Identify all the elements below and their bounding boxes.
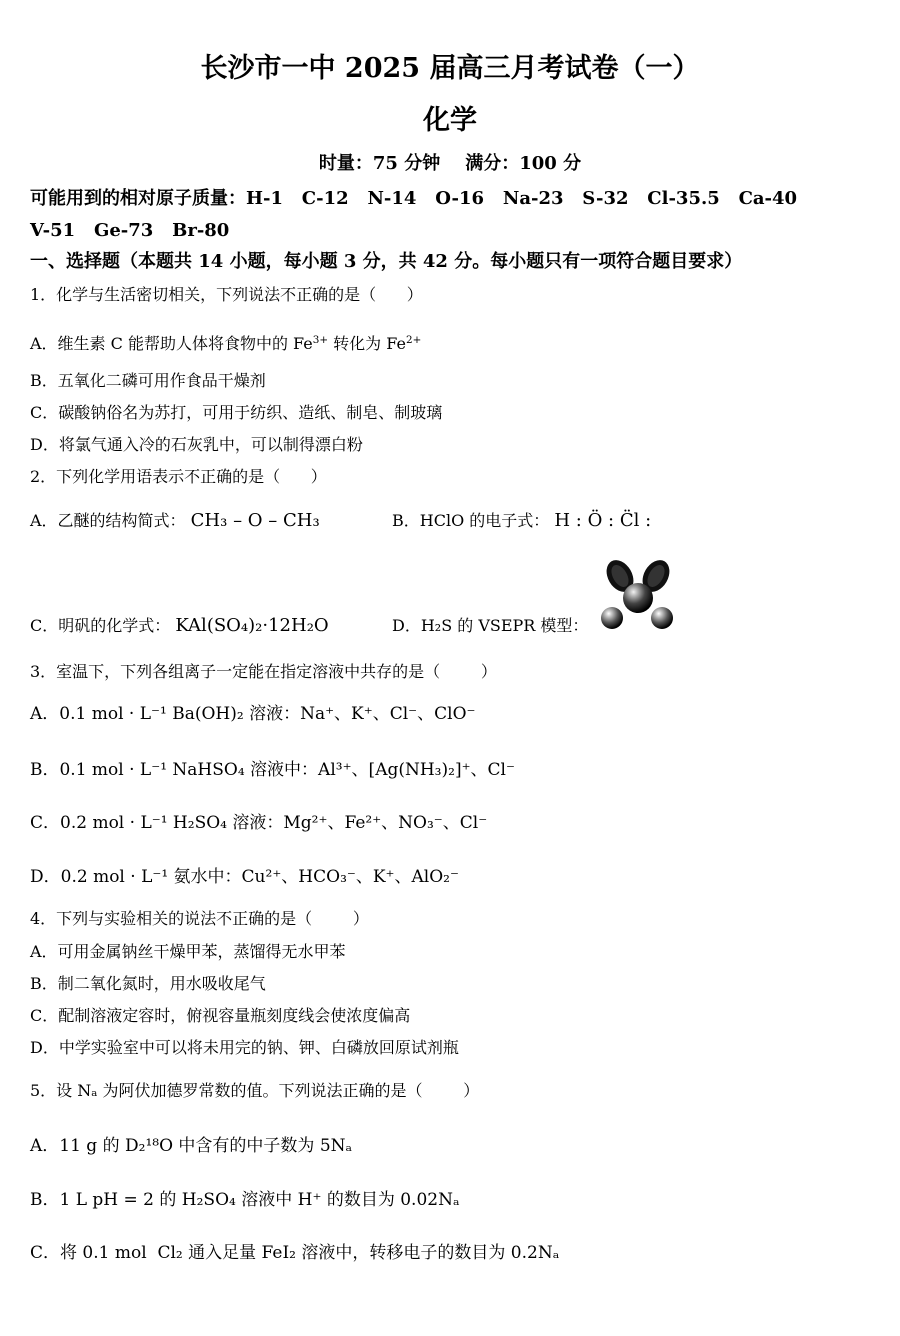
q2-option-a [30,511,320,531]
q1-a-charge1: 3+ [312,334,329,346]
q1-a-mid: 转化为 Fe [328,334,406,354]
q3-stem: 3．室温下，下列各组离子一定能在指定溶液中共存的是（ ） [30,662,497,681]
q2-option-b [392,511,651,531]
q1-a-charge2: 2+ [405,334,422,346]
q1-option-b: B．五氧化二磷可用作食品干燥剂 [30,371,266,390]
atomic-masses-line2: V-51 Ge-73 Br-80 [30,220,230,241]
q2-c-formula: KAl(SO₄)₂·12H₂O [175,615,329,636]
q4-option-d: D．中学实验室中可以将未用完的钠、钾、白磷放回原试剂瓶 [30,1038,459,1057]
q3-option-c: C．0.2 mol · L⁻¹ H₂SO₄ 溶液：Mg²⁺、Fe²⁺、NO₃⁻、Cl⁻ [30,813,488,833]
q1-stem: 1．化学与生活密切相关，下列说法不正确的是（ ） [30,285,423,304]
q2-option-d: D．H₂S 的 VSEPR 模型： [392,616,589,635]
q4-option-b: B．制二氧化氮时，用水吸收尾气 [30,974,266,993]
q1-option-d: D．将氯气通入冷的石灰乳中，可以制得漂白粉 [30,435,363,454]
q2-a-formula: CH₃ – O – CH₃ [190,510,320,531]
q2-stem: 2．下列化学用语表示不正确的是（ ） [30,467,327,486]
q1-option-c: C．碳酸钠俗名为苏打，可用于纺织、造纸、制皂、制玻璃 [30,403,443,422]
q2-option-c [30,616,329,636]
q3-option-b: B．0.1 mol · L⁻¹ NaHSO₄ 溶液中：Al³⁺、[Ag(NH₃)₂]⁺、Cl⁻ [30,760,515,780]
q5-option-a: A．11 g 的 D₂¹⁸O 中含有的中子数为 5Nₐ [30,1136,353,1156]
exam-title: 长沙市一中 2025 届高三月考试卷（一） [200,53,700,84]
q4-option-c: C．配制溶液定容时，俯视容量瓶刻度线会使浓度偏高 [30,1006,411,1025]
q4-option-a: A．可用金属钠丝干燥甲苯，蒸馏得无水甲苯 [30,942,346,961]
q3-option-d: D．0.2 mol · L⁻¹ 氨水中：Cu²⁺、HCO₃⁻、K⁺、AlO₂⁻ [30,867,459,887]
section-heading: 一、选择题（本题共 14 小题，每小题 3 分，共 42 分。每小题只有一项符合题目要求） [30,251,743,272]
q2-b-formula: H : Ö : C̈l : [554,510,652,531]
q2-a-text: A．乙醚的结构简式： [30,511,186,530]
q4-stem: 4．下列与实验相关的说法不正确的是（ ） [30,909,369,928]
atomic-masses-line1: 可能用到的相对原子质量：H-1 C-12 N-14 O-16 Na-23 S-32 Cl-35.5 Ca-40 [30,188,798,209]
q2-b-text: B．HClO 的电子式： [392,511,550,530]
time-score: 时量：75 分钟 满分：100 分 [318,153,582,174]
q5-option-c: C．将 0.1 mol Cl₂ 通入足量 FeI₂ 溶液中，转移电子的数目为 0.2Nₐ [30,1243,560,1263]
subject-title: 化学 [423,105,477,136]
q5-stem: 5．设 Nₐ 为阿伏加德罗常数的值。下列说法正确的是（ ） [30,1081,480,1100]
q5-option-b: B．1 L pH = 2 的 H₂SO₄ 溶液中 H⁺ 的数目为 0.02Nₐ [30,1190,460,1210]
q1-a-text: A．维生素 C 能帮助人体将食物中的 Fe [30,334,313,354]
h2s-vsepr-ball-model-icon [598,556,678,632]
q1-option-a [30,330,421,354]
q3-option-a: A．0.1 mol · L⁻¹ Ba(OH)₂ 溶液：Na⁺、K⁺、Cl⁻、ClO⁻ [30,704,476,724]
q2-c-text: C．明矾的化学式： [30,616,171,635]
